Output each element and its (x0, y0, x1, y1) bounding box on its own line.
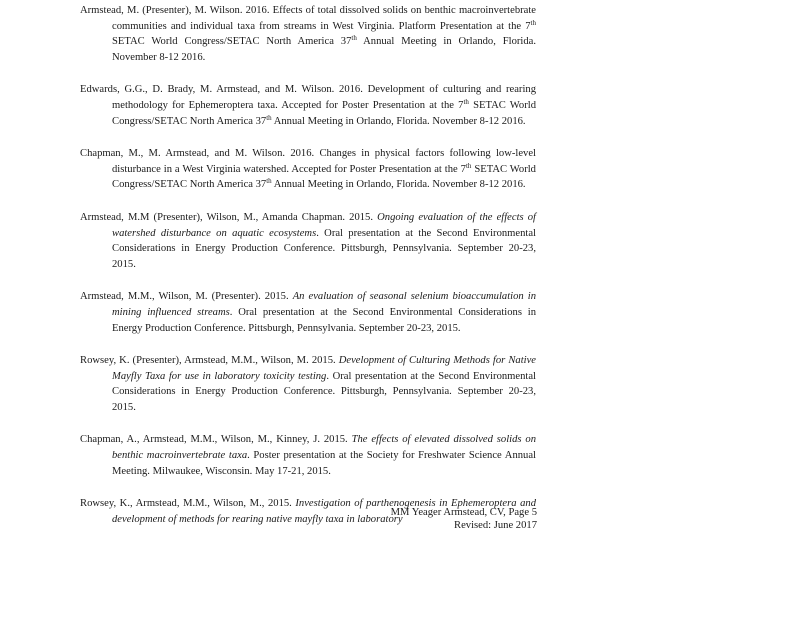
entry-text: Chapman, A., Armstead, M.M., Wilson, M., Kinney, J. 2015. (80, 434, 352, 446)
entry-text: Rowsey, K. (Presenter), Armstead, M.M., Wilson, M. 2015. (80, 355, 339, 367)
entry-text: Annual Meeting in Orlando, Florida. November 8-12 2016. (112, 36, 536, 63)
entry-text: Armstead, M. (Presenter), M. Wilson. 2016. Effects of total dissolved solids on benthic macroinvertebrate communities and individual taxa from streams in West Virginia. Platform Presentation at the 7 (80, 5, 536, 32)
ordinal-suffix: th (266, 177, 272, 186)
reference-entry (80, 289, 536, 336)
reference-entry (80, 432, 536, 479)
ordinal-suffix: th (266, 113, 272, 122)
entry-text: Annual Meeting in Orlando, Florida. November 8-12 2016. (271, 179, 526, 191)
page-footer (391, 506, 537, 532)
presentation-title: Investigation of parthenogenesis in Ephemeroptera and development of methods for rearing native mayfly taxa in laboratory (112, 498, 536, 525)
entry-text: . Oral presentation at the Second Environmental Considerations in Energy Production Conference. Pittsburgh, Pennsylvania. September 20-23, 2015. (112, 370, 536, 413)
entry-text: Annual Meeting in Orlando, Florida. November 8-12 2016. (271, 115, 526, 127)
ordinal-suffix: th (463, 97, 469, 106)
entry-text: Armstead, M.M., Wilson, M. (Presenter). 2015. (80, 291, 293, 303)
entry-text: . Oral presentation at the Second Environmental Considerations in Energy Production Conference. Pittsburgh, Pennsylvania. September 20-23, 2015. (112, 306, 536, 334)
entry-text: SETAC World Congress/SETAC North America 37 (112, 163, 536, 191)
footer-page-label: MM Yeager Armstead, CV, Page 5 (390, 507, 537, 518)
entry-text: Chapman, M., M. Armstead, and M. Wilson. 2016. Changes in physical factors following low-level disturbance in a West Virginia watershed. Accepted for Poster Presentation at the 7 (80, 148, 536, 175)
entry-text: SETAC World Congress/SETAC North America 37 (112, 99, 536, 127)
presentation-title: The effects of elevated dissolved solids on benthic macroinvertebrate taxa (112, 434, 536, 462)
ordinal-suffix: th (530, 18, 536, 27)
presentation-title: An evaluation of seasonal selenium bioaccumulation in mining influenced streams (112, 291, 536, 318)
presentation-title: Ongoing evaluation of the effects of watershed disturbance on aquatic ecosystems (112, 211, 536, 239)
ordinal-suffix: th (351, 34, 357, 43)
entry-text: Armstead, M.M (Presenter), Wilson, M., Amanda Chapman. 2015. (80, 211, 378, 223)
entry-text: . Oral presentation at the Second Environmental Considerations in Energy Production Conference. Pittsburgh, Pennsylvania. September 20-23, 2015. (112, 227, 536, 270)
presentations-list (80, 3, 536, 544)
entry-text: SETAC World Congress/SETAC North America 37 (112, 36, 352, 48)
reference-entry (80, 146, 536, 193)
entry-text: Edwards, G.G., D. Brady, M. Armstead, and M. Wilson. 2016. Development of culturing and rearing methodology for Ephemeroptera taxa. Accepted for Poster Presentation at the 7 (80, 84, 536, 111)
ordinal-suffix: th (465, 161, 472, 170)
reference-entry (80, 353, 536, 415)
presentation-title: Development of Culturing Methods for Native Mayfly Taxa for use in laboratory toxicity testing (112, 355, 536, 382)
footer-revised-date: Revised: June 2017 (454, 520, 537, 531)
entry-text: . Poster presentation at the Society for Freshwater Science Annual Meeting. Milwaukee, Wisconsin. May 17-21, 2015. (112, 450, 536, 477)
reference-entry (80, 210, 536, 272)
reference-entry (80, 82, 536, 129)
entry-text: Rowsey, K., Armstead, M.M., Wilson, M., 2015. (80, 498, 296, 510)
reference-entry (80, 3, 536, 65)
